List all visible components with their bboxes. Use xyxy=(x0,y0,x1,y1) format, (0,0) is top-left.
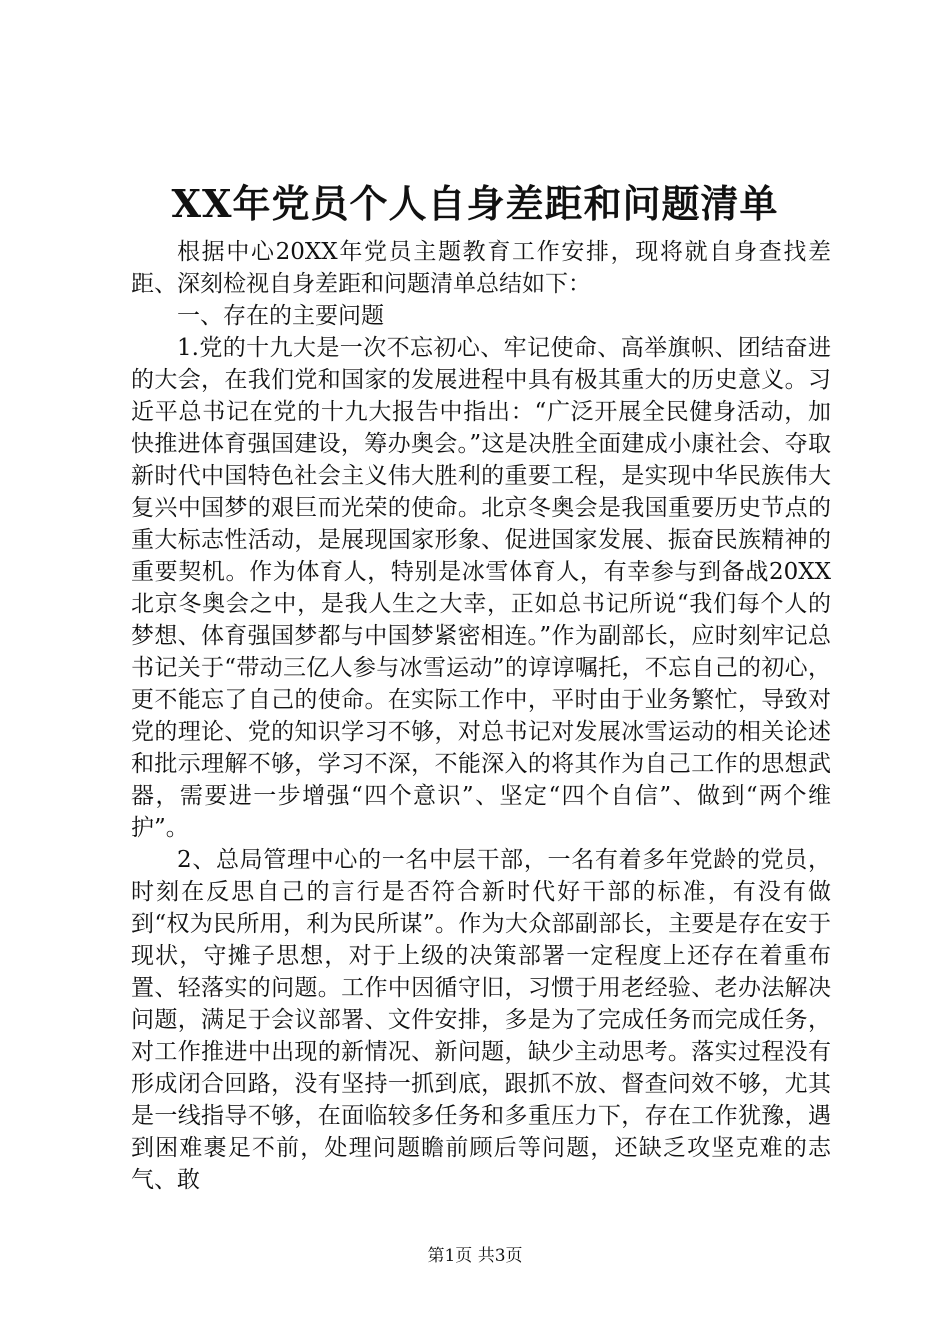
paragraph-point-2: 2、总局管理中心的一名中层干部，一名有着多年党龄的党员，时刻在反思自己的言行是否符合新时代好干部的标准，有没有做到“权为民所用，利为民所谋”。作为大众部副部长，主要是存在安于现状，守摊子思想，对于上级的决策部署一定程度上还存在着重布置、轻落实的问题。工作中因循守旧，习惯于用老经验、老办法解决问题，满足于会议部署、文件安排，多是为了完成任务而完成任务，对工作推进中出现的新情况、新问题，缺少主动思考。落实过程没有形成闭合回路，没有坚持一抓到底，跟抓不放、督查问效不够，尤其是一线指导不够，在面临较多任务和多重压力下，存在工作犹豫，遇到困难裹足不前，处理问题瞻前顾后等问题，还缺乏攻坚克难的志气、敢 xyxy=(131,847,831,1193)
page-number-footer: 第1页 共3页 xyxy=(427,1246,523,1266)
section-heading-main-problems: 一、存在的主要问题 xyxy=(177,303,384,329)
paragraph-point-1: 1.党的十九大是一次不忘初心、牢记使命、高举旗帜、团结奋进的大会，在我们党和国家的发展进程中具有极其重大的历史意义。习近平总书记在党的十九大报告中指出：“广泛开展全民健身活动，加快推进体育强国建设，筹办奥会。”这是决胜全面建成小康社会、夺取新时代中国特色社会主义伟大胜利的重要工程，是实现中华民族伟大复兴中国梦的艰巨而光荣的使命。北京冬奥会是我国重要历史节点的重大标志性活动，是展现国家形象、促进国家发展、振奋民族精神的重要契机。作为体育人，特别是冰雪体育人，有幸参与到备战20XX北京冬奥会之中，是我人生之大幸，正如总书记所说“我们每个人的梦想、体育强国梦都与中国梦紧密相连。”作为副部长，应时刻牢记总书记关于“带动三亿人参与冰雪运动”的谆谆嘱托，不忘自己的初心，更不能忘了自己的使命。在实际工作中，平时由于业务繁忙，导致对党的理论、党的知识学习不够，对总书记对发展冰雪运动的相关论述和批示理解不够，学习不深，不能深入的将其作为自己工作的思想武器，需要进一步增强“四个意识”、坚定“四个自信”、做到“两个维护”。 xyxy=(131,335,831,841)
document-body xyxy=(131,236,831,1196)
paragraph-intro: 根据中心20XX年党员主题教育工作安排，现将就自身查找差距、深刻检视自身差距和问题清单总结如下： xyxy=(131,239,831,297)
document-title: XX年党员个人自身差距和问题清单 xyxy=(171,181,779,226)
